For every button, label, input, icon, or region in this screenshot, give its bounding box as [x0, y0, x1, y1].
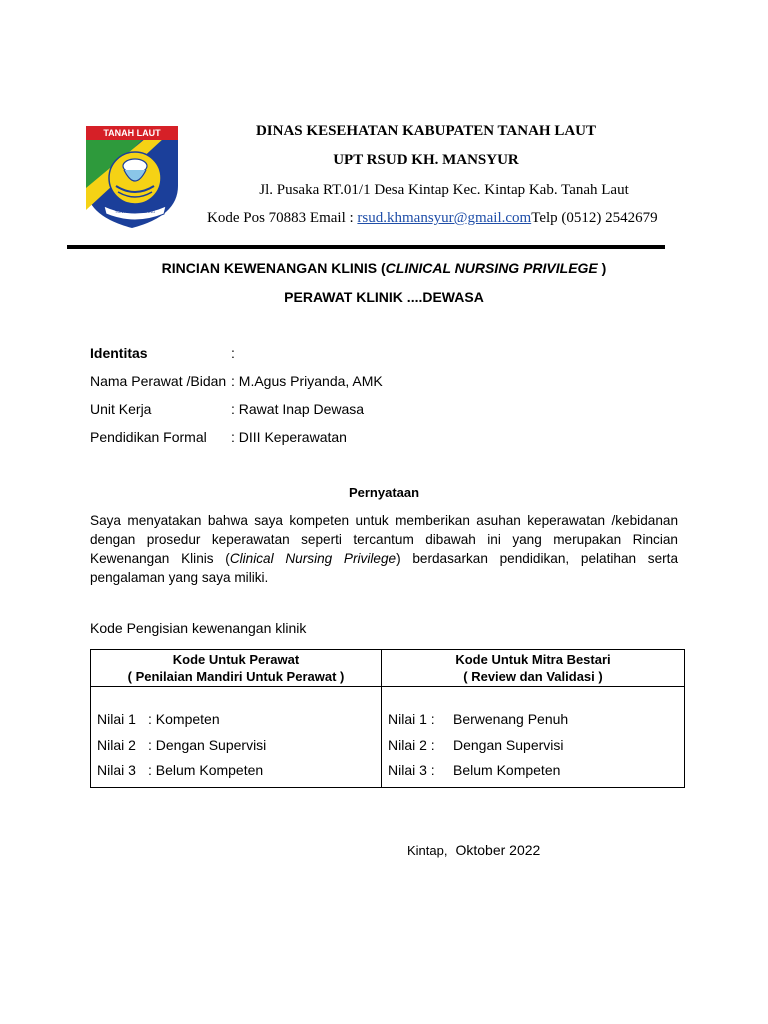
place-date — [407, 842, 540, 858]
email-link[interactable]: rsud.khmansyur@gmail.com — [357, 210, 532, 226]
header-line: ( Penilaian Mandiri Untuk Perawat ) — [127, 668, 345, 684]
code-description: : Belum Kompeten — [148, 762, 264, 778]
statement-text-end: ) berdasarkan pendidikan, pelatihan serta pengalaman yang saya miliki. — [90, 551, 679, 585]
identity-label: Nama Perawat /Bidan — [90, 373, 227, 389]
code-number: Nilai 2 — [97, 737, 136, 753]
table-header-divider — [91, 686, 684, 687]
hospital-name: UPT RSUD KH. MANSYUR — [333, 152, 519, 168]
code-number: Nilai 2 : — [388, 737, 435, 753]
code-number: Nilai 3 : — [388, 762, 435, 778]
logo-motto-text: TUNTUNG PANDANG — [114, 209, 156, 214]
title-prefix: RINCIAN KEWENANGAN KLINIS ( — [161, 260, 386, 276]
hospital-address: Jl. Pusaka RT.01/1 Desa Kintap Kec. Kintap Kab. Tanah Laut — [259, 182, 629, 198]
table-header-nurse — [91, 652, 381, 685]
header-line: Kode Untuk Mitra Bestari — [455, 652, 611, 667]
identity-heading-colon: : — [231, 345, 235, 361]
code-description: : Kompeten — [148, 711, 220, 727]
code-description: Berwenang Penuh — [453, 711, 569, 727]
code-description: Dengan Supervisi — [453, 737, 564, 753]
title-suffix: ) — [597, 260, 607, 276]
code-number: Nilai 3 — [97, 762, 136, 778]
contact-phone: Telp (0512) 2542679 — [531, 210, 658, 226]
header-line: Kode Untuk Perawat — [172, 652, 300, 667]
identity-value: : Rawat Inap Dewasa — [231, 401, 365, 417]
identity-heading: Identitas — [90, 345, 148, 361]
identity-value: : DIII Keperawatan — [231, 429, 347, 445]
identity-label: Unit Kerja — [90, 401, 152, 417]
tanah-laut-emblem-icon — [84, 126, 180, 230]
statement-paragraph — [90, 511, 678, 587]
code-description: Belum Kompeten — [453, 762, 561, 778]
code-description: : Dengan Supervisi — [148, 737, 267, 753]
code-number: Nilai 1 : — [388, 711, 435, 727]
document-subtitle: PERAWAT KLINIK ....DEWASA — [284, 289, 484, 305]
header-divider — [67, 245, 665, 249]
code-intro: Kode Pengisian kewenangan klinik — [90, 620, 307, 636]
regency-logo — [84, 126, 180, 230]
contact-line — [207, 210, 658, 227]
statement-text: Saya menyatakan bahwa saya kompeten untuk memberikan asuhan keperawatan /kebidanan dengan prosedur keperawatan seperti tercantum dibawah ini yang merupakan Rincian Kewenangan Klinis ( — [90, 513, 678, 566]
identity-value: : M.Agus Priyanda, AMK — [231, 373, 383, 389]
table-header-peer — [382, 652, 684, 685]
contact-prefix: Kode Pos 70883 Email : — [207, 210, 358, 226]
code-number: Nilai 1 — [97, 711, 136, 727]
title-italic: CLINICAL NURSING PRIVILEGE — [385, 260, 598, 276]
place: Kintap, — [407, 843, 448, 858]
logo-banner-text: TANAH LAUT — [103, 128, 161, 138]
date: Oktober 2022 — [455, 842, 541, 858]
document-title — [0, 260, 768, 276]
header-line: ( Review dan Validasi ) — [463, 668, 603, 684]
code-table — [90, 649, 685, 788]
identity-label: Pendidikan Formal — [90, 429, 207, 445]
agency-title: DINAS KESEHATAN KABUPATEN TANAH LAUT — [255, 123, 597, 139]
statement-heading: Pernyataan — [348, 485, 420, 500]
statement-italic: Clinical Nursing Privilege — [229, 551, 397, 566]
